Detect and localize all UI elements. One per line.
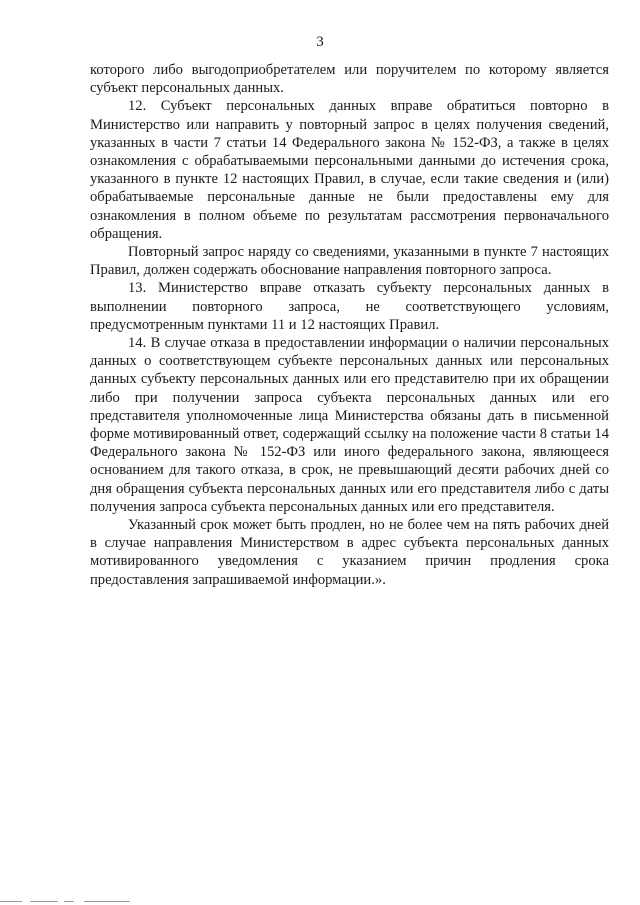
paragraph-item-13: 13. Министерство вправе отказать субъекту персональных данных в выполнении повторного запроса, не соответствующего условиям, предусмотренным пунктами 11 и 12 настоящих Правил. xyxy=(90,280,609,333)
paragraph-item-14: 14. В случае отказа в предоставлении информации о наличии персональных данных о соответствующем субъекте персональных данных или персональных данных субъекту персональных данных или его представителю при их обращении либо при получении запроса субъекта персональных данных или его представителя уполномоченные лица Министерства обязаны дать в письменной форме мотивированный ответ, содержащий ссылку на положение части 8 статьи 14 Федерального закона № 152-ФЗ или иного федерального закона, являющееся основанием для такого отказа, в срок, не превышающий десяти рабочих дней со дня обращения субъекта персональных данных или его представителя либо с даты получения запроса субъекта персональных данных или его представителя. xyxy=(90,335,609,515)
paragraph-continuation: которого либо выгодоприобретателем или поручителем по которому является субъект персональных данных. xyxy=(90,62,609,97)
page-number: 3 xyxy=(316,34,324,50)
paragraph-repeat-request: Повторный запрос наряду со сведениями, указанными в пункте 7 настоящих Правил, должен содержать обоснование направления повторного запроса. xyxy=(90,244,609,279)
scan-artifact xyxy=(30,901,58,902)
scan-artifact xyxy=(64,901,74,902)
paragraph-term-extension: Указанный срок может быть продлен, но не более чем на пять рабочих дней в случае направления Министерством в адрес субъекта персональных данных мотивированного уведомления с указанием причин продления срока предоставления запрашиваемой информации.». xyxy=(90,517,609,588)
scan-artifact xyxy=(0,901,22,902)
scan-artifact xyxy=(84,901,130,902)
document-body xyxy=(90,61,609,589)
paragraph-item-12: 12. Субъект персональных данных вправе обратиться повторно в Министерство или направить у повторный запрос в целях получения сведений, указанных в части 7 статьи 14 Федерального закона № 152-ФЗ, а также в целях ознакомления с обрабатываемыми персональными данными до истечения срока, указанного в пункте 12 настоящих Правил, в случае, если такие сведения и (или) обрабатываемые персональные данные не были предоставлены ему для ознакомления в полном объеме по результатам рассмотрения первоначального обращения. xyxy=(90,98,609,242)
